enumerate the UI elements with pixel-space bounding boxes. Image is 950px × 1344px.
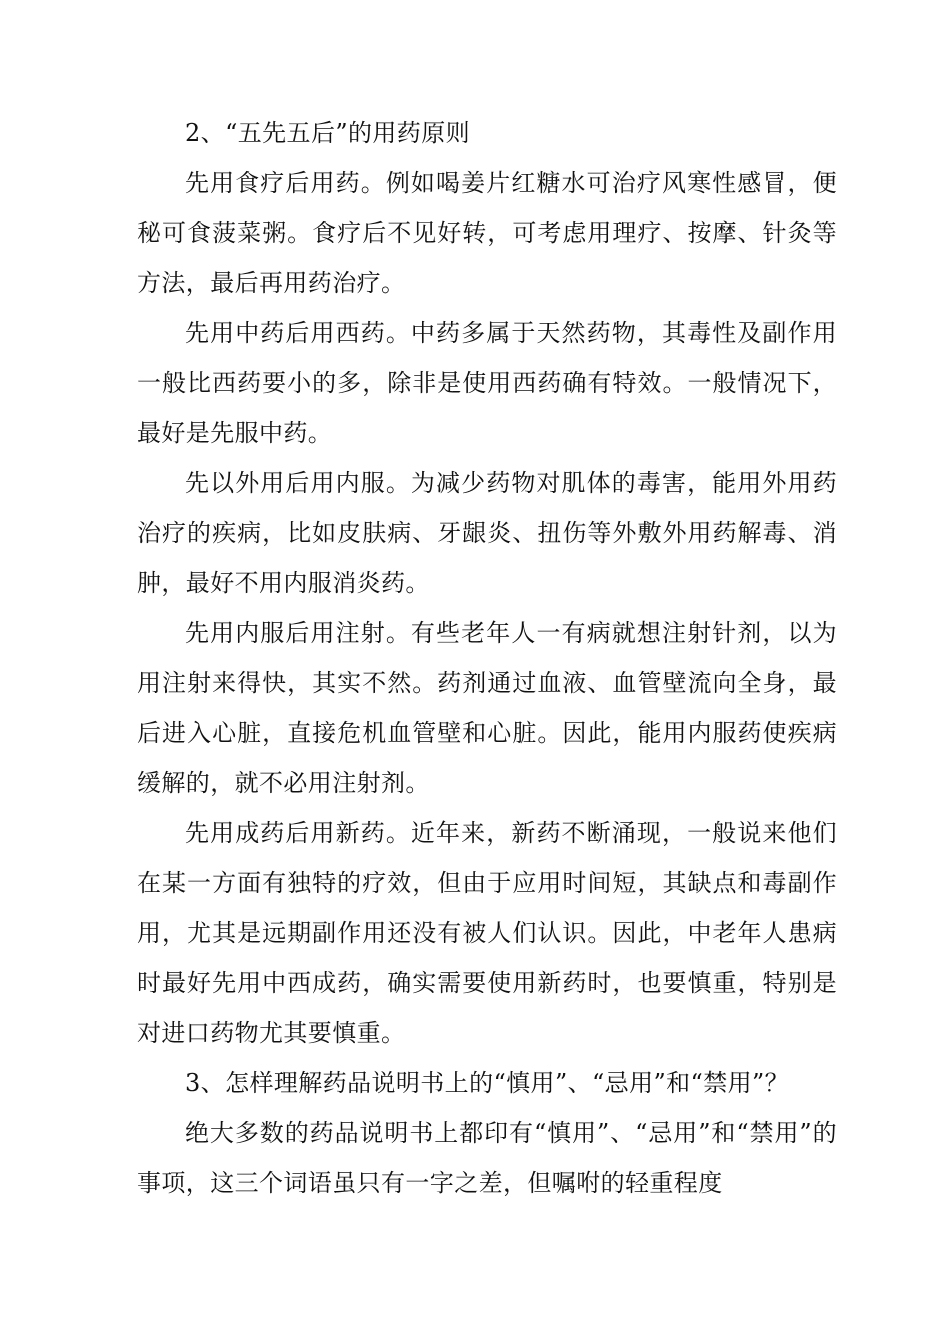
paragraph: 绝大多数的药品说明书上都印有“慎用”、“忌用”和“禁用”的事项，这三个词语虽只有一字之差，但嘱咐的轻重程度	[137, 1119, 837, 1197]
paragraph: 先用成药后用新药。近年来，新药不断涌现，一般说来他们在某一方面有独特的疗效，但由于应用时间短，其缺点和毒副作用，尤其是远期副作用还没有被人们认识。因此，中老年人患病时最好先用中西成药，确实需要使用新药时，也要慎重，特别是对进口药物尤其要慎重。	[137, 819, 837, 1047]
paragraph: 先用内服后用注射。有些老年人一有病就想注射针剂，以为用注射来得快，其实不然。药剂通过血液、血管壁流向全身，最后进入心脏，直接危机血管壁和心脏。因此，能用内服药使疾病缓解的，就不必用注射剂。	[137, 619, 837, 797]
paragraph: 先用食疗后用药。例如喝姜片红糖水可治疗风寒性感冒，便秘可食菠菜粥。食疗后不见好转，可考虑用理疗、按摩、针灸等方法，最后再用药治疗。	[137, 169, 837, 297]
paragraph: 先以外用后用内服。为减少药物对肌体的毒害，能用外用药治疗的疾病，比如皮肤病、牙龈炎、扭伤等外敷外用药解毒、消肿，最好不用内服消炎药。	[137, 469, 837, 597]
paragraph: 先用中药后用西药。中药多属于天然药物，其毒性及副作用一般比西药要小的多，除非是使用西药确有特效。一般情况下，最好是先服中药。	[137, 319, 837, 447]
section-3	[137, 1058, 837, 1208]
section-heading: 3、怎样理解药品说明书上的“慎用”、“忌用”和“禁用”？	[185, 1069, 790, 1097]
section-2	[137, 108, 837, 1058]
document-page	[137, 108, 837, 1208]
section-heading: 2、“五先五后”的用药原则	[185, 119, 471, 147]
